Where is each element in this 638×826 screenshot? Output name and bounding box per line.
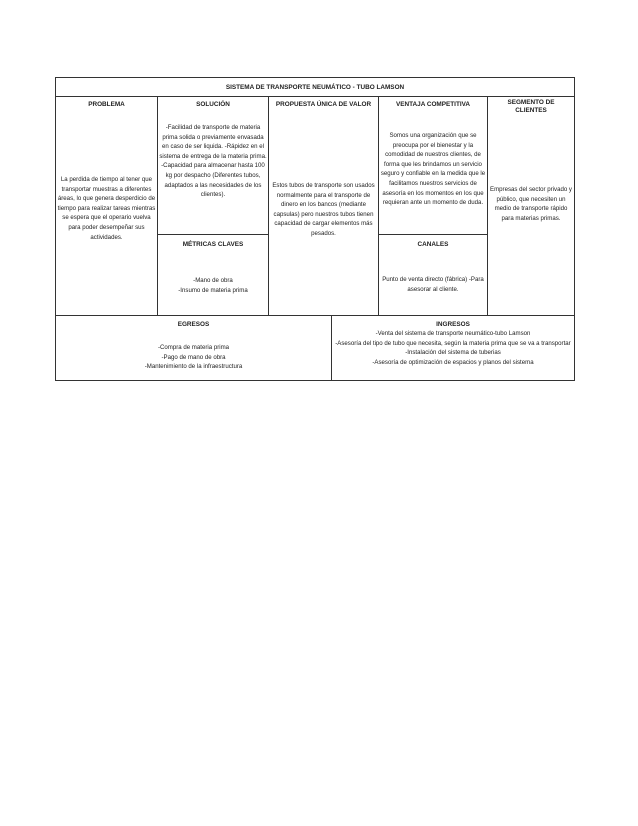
solucion-header: SOLUCIÓN: [196, 101, 230, 108]
problema-header: PROBLEMA: [88, 101, 125, 108]
problema-text: La perdida de tiempo al tener que transportar muestras a diferentes áreas, lo que genera desperdicio de tiempo para realizar tareas mientras se espera que el operario vuelva para poder desempeñar sus actividades.: [57, 176, 156, 241]
lean-canvas: [55, 77, 575, 381]
canales-block: [378, 234, 488, 316]
propuesta-header: PROPUESTA ÚNICA DE VALOR: [275, 101, 372, 108]
ingresos-header: INGRESOS: [436, 321, 470, 328]
egresos-header: EGRESOS: [177, 321, 210, 328]
egresos-block: [55, 315, 332, 381]
segmento-text: Empresas del sector privado y público, que necesiten un medio de transporte rápido para materias primas.: [490, 186, 572, 222]
problema-block: [55, 96, 158, 316]
ventaja-block: [378, 96, 488, 235]
propuesta-block: [268, 96, 379, 316]
ventaja-text: Somos una organización que se preocupa por el bienestar y la comodidad de nuestros clientes, de forma que les brindamos un servicio seguro y confiable en la medida que le facilitamos nuestros servicios de asesoría en los momentos en los que requieran ante un momento de duda.: [380, 132, 486, 207]
egresos-text: -Compra de materia prima -Pago de mano de obra -Mantenimiento de la infraestructura: [144, 344, 243, 371]
ingresos-block: [331, 315, 575, 381]
solucion-block: [157, 96, 269, 235]
metricas-header: MÉTRICAS CLAVES: [182, 241, 244, 248]
propuesta-text: Estos tubos de transporte son usados normalmente para el transporte de dinero en los bancos (mediante capsulas) pero nuestros tubos tienen capacidad de cargar elementos más pesados.: [272, 182, 375, 237]
solucion-text: -Facilidad de transporte de materia prima solida o previamente envasada en caso de ser liquida. -Rápidez en el sistema de entrega de la materia prima. -Capacidad para almacenar hasta 100 kg por despacho (Diferentes tubos, adaptados a las necesidades de los clientes).: [159, 124, 267, 199]
metricas-text: -Mano de obra -Insumo de materia prima: [178, 277, 248, 294]
canales-text: Punto de venta directo (fábrica) -Para asesorar al cliente.: [382, 276, 484, 293]
segmento-header: SEGMENTO DE CLIENTES: [507, 99, 555, 114]
canvas-title: SISTEMA DE TRANSPORTE NEUMÁTICO - TUBO LAMSON: [55, 77, 575, 97]
canales-header: CANALES: [417, 241, 449, 248]
ventaja-header: VENTAJA COMPETITIVA: [395, 101, 471, 108]
segmento-block: [487, 96, 575, 316]
metricas-block: [157, 234, 269, 316]
ingresos-text: -Venta del sistema de transporte neumático-tubo Lamson -Asesoría del tipo de tubo que necesita, según la materia prima que se va a transportar -Instalación del sistema de tuberias -Asesoría de optimización de espacios y planos del sistema: [335, 330, 571, 366]
